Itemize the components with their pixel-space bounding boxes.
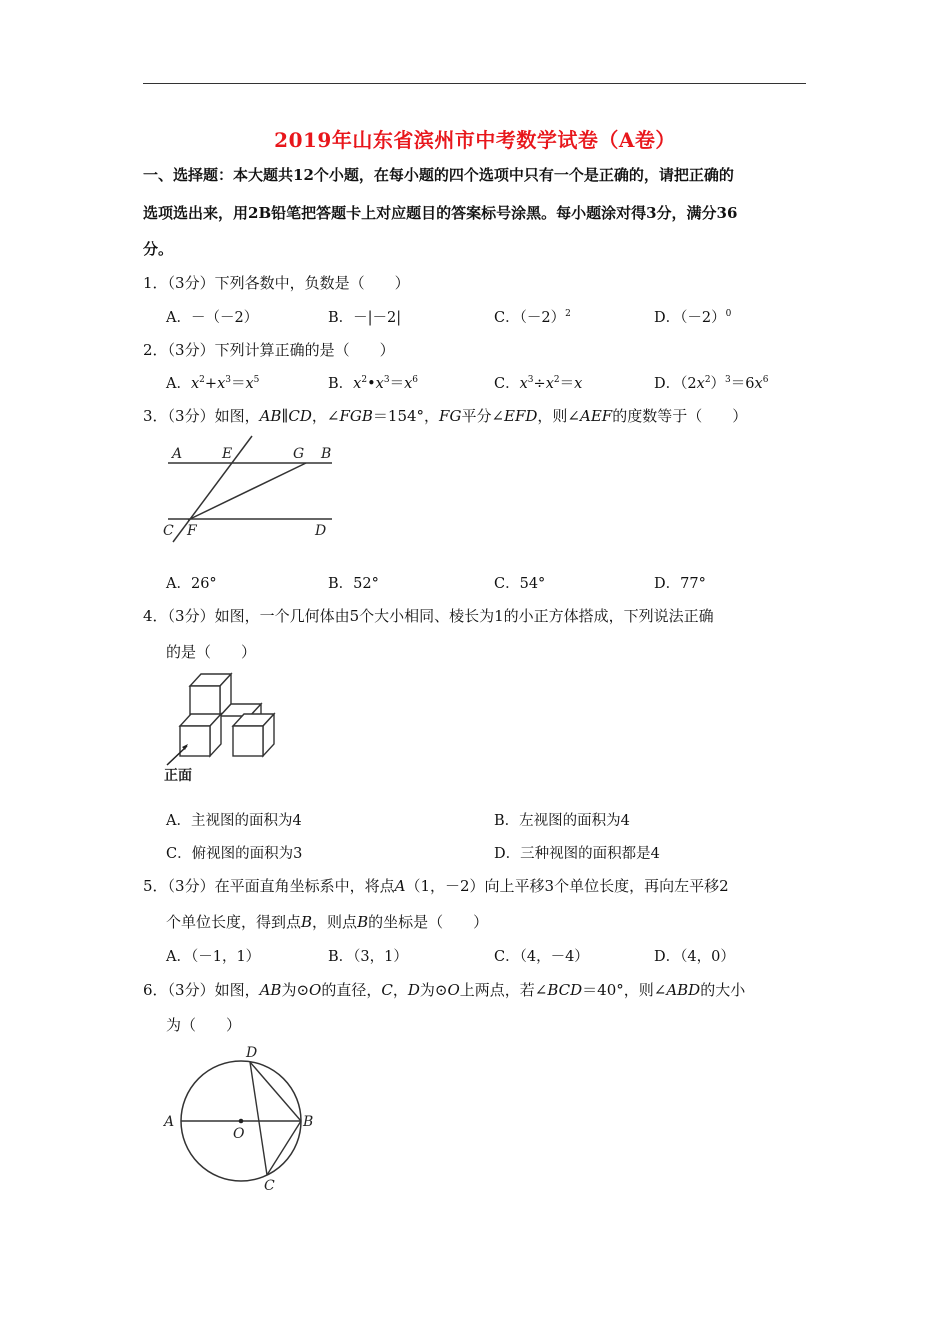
header-rule — [143, 83, 806, 84]
label-o: O — [233, 1126, 245, 1142]
question-2-stem: 2．（3分）下列计算正确的是（ ） — [143, 341, 395, 359]
question-5-stem-line1: 5．（3分）在平面直角坐标系中，将点A（1，－2）向上平移3个单位长度，再向左平移2 — [143, 877, 729, 895]
question-5-option-b: B．（3，1） — [328, 949, 408, 965]
label-c: C — [264, 1178, 275, 1194]
question-6-stem-line1: 6．（3分）如图，AB为⊙O的直径，C，D为⊙O上两点，若∠BCD＝40°，则∠ABD的大小 — [143, 981, 746, 999]
question-1-stem: 1．（3分）下列各数中，负数是（ ） — [143, 274, 410, 292]
question-5-option-c: C．（4，－4） — [494, 949, 589, 965]
label-c: C — [163, 523, 174, 539]
question-1-option-d: D．$(-2)^0$ — [654, 309, 732, 326]
question-5-stem-line2: 个单位长度，得到点B，则点B的坐标是（ ） — [166, 913, 489, 931]
question-2-option-a: A．$x^2+x^3=x^5$ — [166, 375, 260, 392]
label-f: F — [187, 523, 197, 539]
label-a: A — [164, 1114, 175, 1130]
line-ef — [173, 436, 252, 542]
question-4-option-b: B．左视图的面积为4 — [494, 813, 630, 829]
cube-bottom-right-front — [233, 726, 263, 756]
center-point — [239, 1119, 244, 1124]
question-4-option-c: C．俯视图的面积为3 — [166, 846, 303, 862]
label-g: G — [293, 446, 305, 462]
label-a: A — [172, 446, 183, 462]
question-5-option-a: A．（－1，1） — [166, 949, 261, 965]
cube-bottom-left-front — [180, 726, 210, 756]
section-instructions-line2: 选项选出来，用2B铅笔把答题卡上对应题目的答案标号涂黑。每小题涂对得3分，满分36 — [143, 204, 738, 222]
question-1-option-b: B．－|－2| — [328, 310, 402, 326]
section-instructions-line3: 分。 — [143, 240, 174, 258]
chord-cb — [267, 1121, 301, 1175]
question-2-option-b: B．$x^2•x^3=x^6$ — [328, 375, 418, 392]
question-4-figure — [160, 668, 280, 788]
question-3-option-d: D．77° — [654, 576, 706, 592]
question-3-stem: 3．（3分）如图，AB∥CD，∠FGB＝154°，FG平分∠EFD，则∠AEF的度数等于（ ） — [143, 407, 748, 425]
question-3-option-a: A．26° — [166, 576, 217, 592]
question-5-option-d: D．（4，0） — [654, 949, 735, 965]
page-title: 2019年山东省滨州市中考数学试卷（A卷） — [274, 128, 676, 152]
cube-top-front — [190, 686, 220, 716]
question-4-stem-line2: 的是（ ） — [166, 643, 257, 661]
label-b: B — [303, 1114, 314, 1130]
label-b: B — [321, 446, 332, 462]
question-3-option-b: B．52° — [328, 576, 379, 592]
question-4-option-d: D．三种视图的面积都是4 — [494, 846, 660, 862]
front-label: 正面 — [164, 768, 192, 784]
question-4-stem-line1: 4．（3分）如图，一个几何体由5个大小相同、棱长为1的小正方体搭成，下列说法正确 — [143, 607, 714, 625]
question-3-figure — [160, 432, 340, 547]
question-2-option-c: C．$x^3\div x^2=x$ — [494, 375, 583, 392]
section-instructions-line1: 一、选择题：本大题共12个小题，在每小题的四个选项中只有一个是正确的，请把正确的 — [143, 166, 734, 184]
question-6-stem-line2: 为（ ） — [166, 1016, 242, 1034]
question-1-option-a: A．－（－2） — [166, 310, 259, 326]
label-d: D — [246, 1045, 258, 1061]
question-3-option-c: C．54° — [494, 576, 546, 592]
label-e: E — [222, 446, 233, 462]
question-2-option-d: D．$(2x^2)^3=6x^6$ — [654, 375, 769, 392]
label-d: D — [315, 523, 327, 539]
question-6-figure — [160, 1040, 325, 1195]
question-1-option-c: C．$(-2)^2$ — [494, 309, 571, 326]
line-fg — [188, 463, 306, 520]
question-4-option-a: A．主视图的面积为4 — [166, 813, 302, 829]
